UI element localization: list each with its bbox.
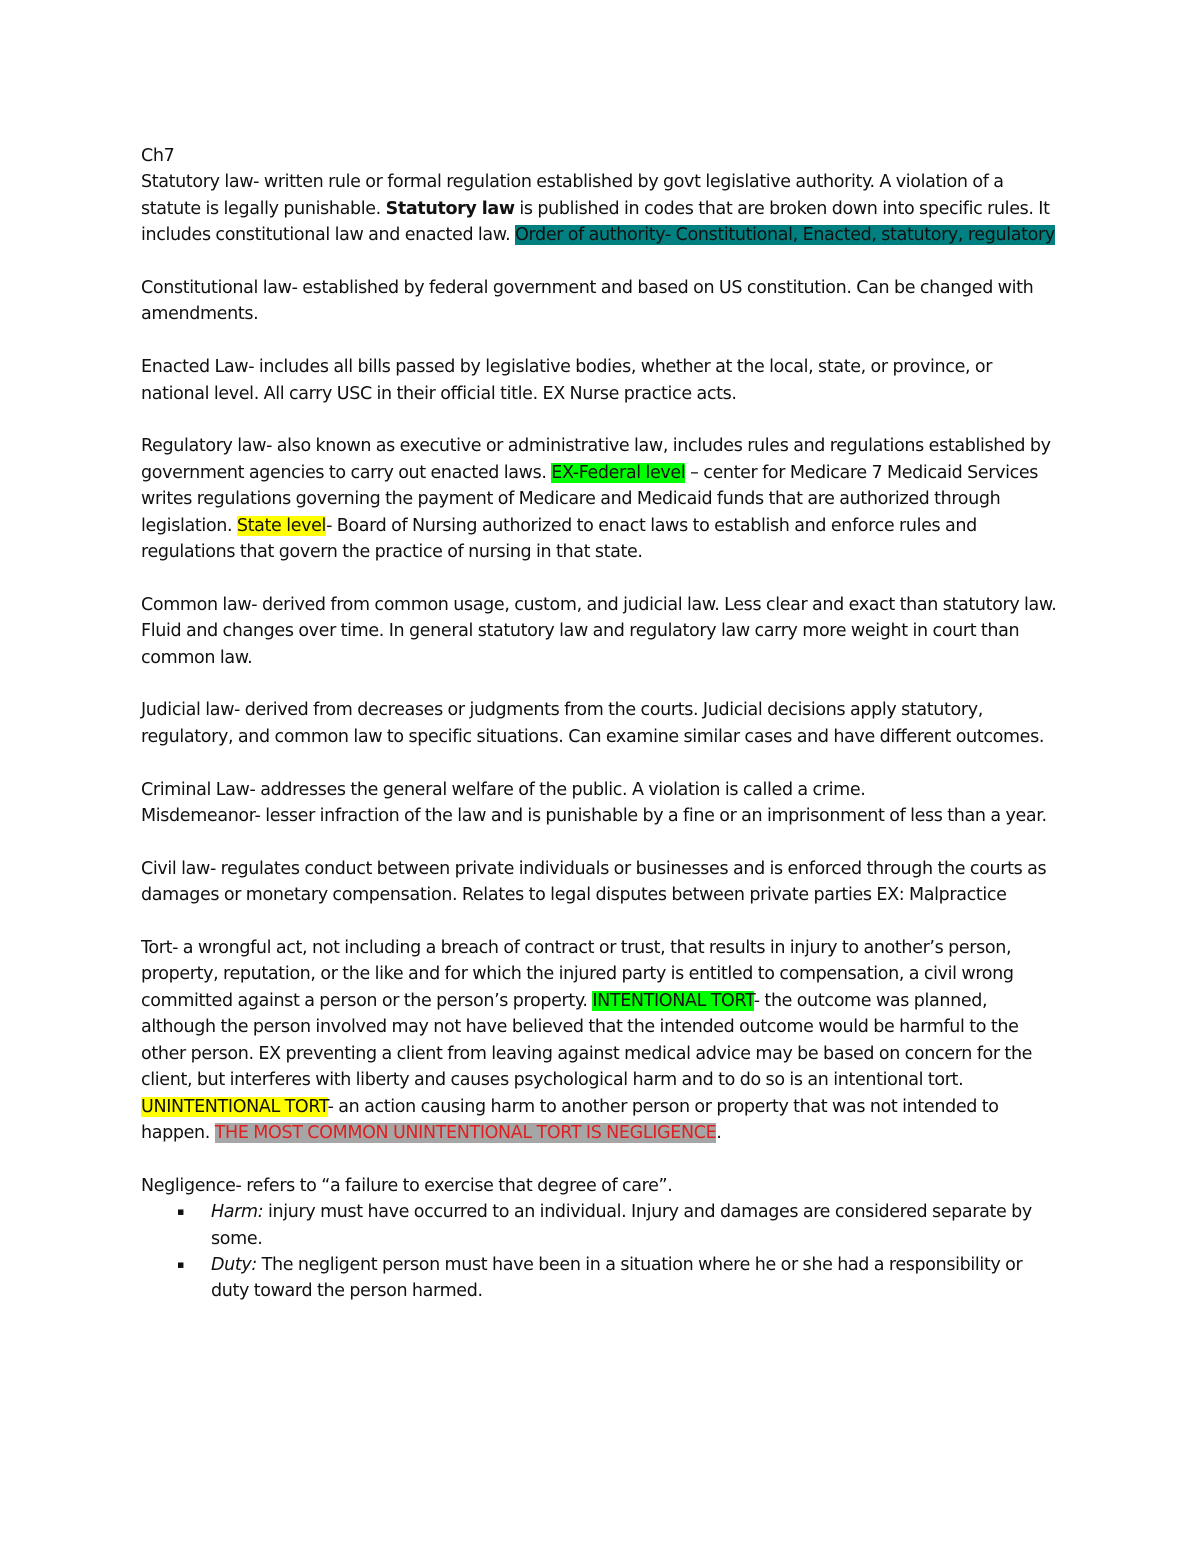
list-item <box>141 1199 1061 1252</box>
chapter-heading: Ch7 <box>141 146 175 166</box>
paragraph-text: Statutory law- written rule or formal regulation established by govt legislative authority. A violation of a statute is legally punishable. <box>141 172 1004 219</box>
paragraph-constitutional-law: Constitutional law- established by federal government and based on US constitution. Can be changed with amendments. <box>141 278 1034 325</box>
highlight-negligence-statement: THE MOST COMMON UNINTENTIONAL TORT IS NEGLIGENCE <box>214 1122 717 1143</box>
paragraph-text: - Board of Nursing authorized to enact laws to establish and enforce rules and regulations that govern the practice of nursing in that state. <box>141 515 977 563</box>
paragraph-text: is published in codes that are broken down into specific rules. It includes constitutional law and enacted law. <box>141 198 1050 246</box>
highlight-unintentional-tort: UNINTENTIONAL TORT <box>141 1096 328 1117</box>
bullet-square-icon: ▪ <box>177 1257 185 1271</box>
bullet-text: injury must have occurred to an individual. Injury and damages are considered separate by some. <box>211 1202 1032 1249</box>
paragraph-statutory-law <box>141 169 1061 248</box>
paragraph-negligence <box>141 1173 1061 1305</box>
paragraph-enacted-law: Enacted Law- includes all bills passed by legislative bodies, whether at the local, state, or province, or national level. All carry USC in their official title. EX Nurse practice acts. <box>141 357 993 404</box>
paragraph-tort <box>141 935 1061 1146</box>
paragraph-regulatory-law <box>141 433 1061 565</box>
paragraph-common-law: Common law- derived from common usage, custom, and judicial law. Less clear and exact than statutory law. Fluid and changes over time. In general statutory law and regulatory law carry more weight in court than common law. <box>141 594 1057 668</box>
bullet-text: The negligent person must have been in a situation where he or she had a responsibility or duty toward the person harmed. <box>211 1254 1023 1302</box>
bullet-term: Duty: <box>211 1254 257 1275</box>
paragraph-criminal-law <box>141 777 1061 830</box>
negligence-intro: Negligence- refers to “a failure to exercise that degree of care”. <box>141 1175 673 1196</box>
paragraph-civil-law: Civil law- regulates conduct between private individuals or businesses and is enforced through the courts as damages or monetary compensation. Relates to legal disputes between private parties EX: Malpractice <box>141 858 1047 906</box>
negligence-bullet-list <box>141 1199 1061 1305</box>
highlight-order-of-authority: Order of authority- Constitutional, Enacted, statutory, regulatory <box>515 225 1055 246</box>
bullet-term: Harm: <box>211 1202 264 1223</box>
paragraph-text: - an action causing harm to another person or property that was not intended to happen. <box>141 1096 999 1143</box>
paragraph-text: Regulatory law- also known as executive or administrative law, includes rules and regulations established by government agencies to carry out enacted laws. <box>141 436 1051 483</box>
paragraph-judicial-law: Judicial law- derived from decreases or judgments from the courts. Judicial decisions apply statutory, regulatory, and common law to specific situations. Can examine similar cases and have different outcomes. <box>141 700 1045 747</box>
list-item <box>141 1252 1061 1305</box>
misdemeanor-line: Misdemeanor- lesser infraction of the law and is punishable by a fine or an imprisonment of less than a year. <box>141 806 1047 827</box>
highlight-state-level: State level <box>236 515 327 536</box>
paragraph-text: Tort- a wrongful act, not including a breach of contract or trust, that results in injury to another’s person, property, reputation, or the like and for which the injured party is entitled to compensation, a civil wrong committed against a person or the person’s property. <box>141 938 1014 1011</box>
paragraph-text: . <box>716 1122 722 1143</box>
paragraph-text: - the outcome was planned, although the person involved may not have believed that the intended outcome would be harmful to the other person. EX preventing a client from leaving against medical advice may be based on concern for the client, but interferes with liberty and causes psychological harm and to do so is an intentional tort. <box>141 990 1033 1091</box>
document-body <box>141 143 1061 1305</box>
highlight-intentional-tort: INTENTIONAL TORT <box>592 990 754 1011</box>
criminal-law-line: Criminal Law- addresses the general welfare of the public. A violation is called a crime. <box>141 779 866 800</box>
bullet-square-icon: ▪ <box>177 1205 185 1219</box>
bold-term-statutory-law: Statutory law <box>385 198 515 219</box>
highlight-federal-level: EX-Federal level <box>551 462 686 483</box>
paragraph-text: – center for Medicare 7 Medicaid Services writes regulations governing the payment of Medicare and Medicaid funds that are authorized through legislation. <box>141 462 1039 536</box>
